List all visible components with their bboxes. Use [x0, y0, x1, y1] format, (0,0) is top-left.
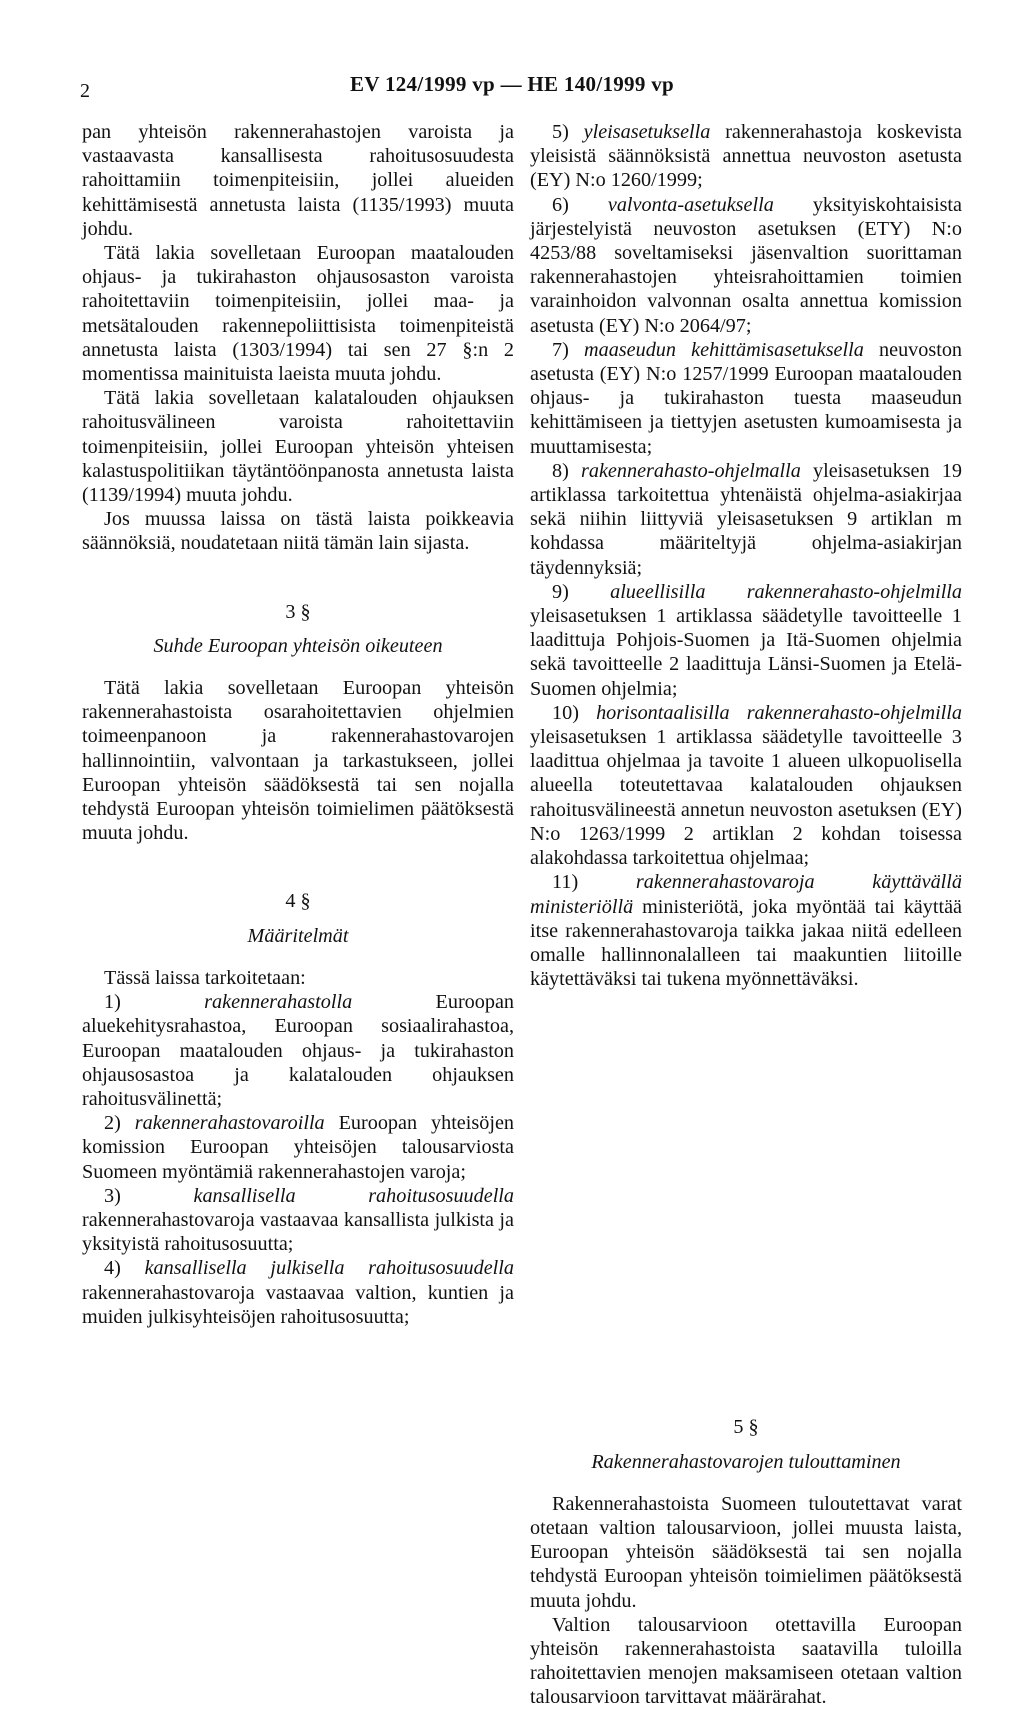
definition-item [82, 1256, 514, 1329]
definition-number: 7) [552, 338, 569, 361]
section-3-number: 3 § [285, 600, 311, 623]
definition-item [82, 1184, 514, 1257]
definition-number: 4) [104, 1257, 121, 1280]
definition-item [530, 120, 962, 193]
definition-number: 10) [552, 701, 579, 724]
definition-term: horisontaalisilla rakennerahasto-ohjelmilla [596, 701, 962, 724]
definition-item [82, 990, 514, 1111]
definition-number: 1) [104, 991, 121, 1014]
definition-term: alueellisilla rakennerahasto-ohjelmilla [610, 580, 963, 603]
definition-text: neuvoston asetusta (EY) N:o 1257/1999 Euroopan maatalouden ohjaus- ja tukirahaston tuesta maaseudun kehittämiseen ja tiettyjen asetusten kumoamisesta ja muuttamisesta; [530, 338, 963, 458]
left-column [82, 120, 514, 1329]
right-column [530, 120, 962, 1710]
definition-term: kansallisella julkisella rahoitusosuudella [144, 1257, 514, 1280]
definition-item [530, 459, 962, 580]
column-gap [530, 991, 962, 1371]
definition-term: rakennerahasto-ohjelmalla [581, 459, 801, 482]
definition-term: valvonta-asetuksella [607, 193, 774, 216]
definition-number: 5) [552, 121, 569, 143]
definition-item [530, 870, 962, 991]
definition-term: maaseudun kehittämisasetuksella [584, 338, 864, 361]
definition-text: rakennerahastoja koskevista yleisistä säännöksistä annettua neuvoston asetusta (EY) N:o 1260/1999; [530, 121, 962, 192]
section-3-title: Suhde Euroopan yhteisön oikeuteen [153, 634, 443, 657]
definition-number: 11) [552, 871, 579, 894]
definition-text: yksityiskohtaisista järjestelyistä neuvoston asetuksen (ETY) N:o 4253/88 soveltamiseksi jäsenvaltion suorittaman rakennerahastojen yhteisrahoittamien toimien varainhoidon valvonnan osalta annettua komission asetusta (EY) N:o 2064/97; [530, 193, 962, 337]
definition-text: rakennerahastovaroja vastaavaa valtion, kuntien ja muiden julkisyhteisöjen rahoitusosuutta; [82, 1281, 514, 1328]
definition-text: rakennerahastovaroja vastaavaa kansallista julkista ja yksityistä rahoitusosuutta; [82, 1208, 514, 1256]
section-4-intro: Tässä laissa tarkoitetaan: [104, 966, 306, 989]
section-5-title: Rakennerahastovarojen tulouttaminen [591, 1450, 901, 1473]
intro-paragraph: Jos muussa laissa on tästä laista poikkeavia säännöksiä, noudatetaan niitä tämän lain sijasta. [82, 508, 514, 555]
definition-term: rakennerahastolla [204, 991, 353, 1014]
definition-item [82, 1111, 514, 1184]
definition-number: 3) [104, 1184, 121, 1207]
definition-number: 8) [552, 459, 569, 482]
running-header: EV 124/1999 vp — HE 140/1999 vp [350, 72, 674, 96]
section-4-number: 4 § [285, 890, 311, 913]
definition-text: yleisasetuksen 19 artiklassa tarkoitettua yhtenäistä ohjelma-asiakirjaa sekä niihin liittyviä yleisasetuksen 9 artiklan m kohdassa määriteltyjä ohjelma-asiakirjan täydennyksiä; [530, 459, 962, 579]
definition-text: yleisasetuksen 1 artiklassa säädetylle tavoitteelle 3 laadittua ohjelmaa ja tavoite 1 alueen ulkopuolisella alueella toteutettavaa kalatalouden ohjauksen rahoitusvälineestä annetun neuvoston asetuksen (EY) N:o 1263/1999 2 artiklan 2 kohdan toisessa alakohdassa tarkoitettua ohjelmaa; [530, 726, 962, 870]
definition-term: rakennerahastovaroilla [134, 1112, 325, 1135]
definition-text: Euroopan yhteisöjen komission Euroopan yhteisöjen talousarviosta Suomeen myöntämiä rakennerahastojen varoja; [82, 1112, 514, 1183]
section-3-paragraph: Tätä lakia sovelletaan Euroopan yhteisön rakennerahastoista osarahoitettavien ohjelmien toimeenpanoon ja rakennerahastovarojen hallinnointiin, valvontaan ja tarkastukseen, jollei Euroopan yhteisön säädöksestä tai sen nojalla tehdystä Euroopan yhteisön toimielimen päätöksestä muuta johdu. [82, 677, 514, 845]
section-5-paragraph: Valtion talousarvioon otettavilla Euroopan yhteisön rakennerahastoista saatavilla tuloilla rahoitettavien menojen maksamiseen otetaan valtion talousarvioon tarvittavat määrärahat. [530, 1613, 962, 1709]
intro-paragraph: Tätä lakia sovelletaan kalatalouden ohjauksen rahoitusvälineen varoista rahoitettaviin toimenpiteisiin, jollei Euroopan yhteisön yhteisen kalastuspolitiikan täytäntöönpanosta annetusta laista (1139/1994) muuta johdu. [82, 387, 514, 507]
definition-item [530, 193, 962, 338]
section-4-title: Määritelmät [247, 924, 349, 947]
definition-text: ministeriötä, joka myöntää tai käyttää itse rakennerahastovaroja taikka jakaa niitä edelleen omalle hallinnonalalleen tai maakuntien liitoille käytettäväksi tai tukena myönnettäväksi. [530, 895, 962, 991]
definition-item [530, 580, 962, 701]
page-number: 2 [80, 80, 90, 102]
definition-term: rakennerahastovaroja käyttävällä ministeriöllä [530, 871, 962, 918]
definition-item [530, 338, 962, 459]
definition-text: Euroopan aluekehitysrahastoa, Euroopan sosiaalirahastoa, Euroopan maatalouden ohjaus- ja tukirahaston ohjausosastoa ja kalatalouden ohjauksen rahoitusvälinettä; [82, 991, 514, 1110]
definition-number: 2) [104, 1112, 121, 1135]
definition-term: kansallisella rahoitusosuudella [193, 1184, 514, 1207]
definition-number: 9) [552, 580, 569, 603]
intro-paragraph: pan yhteisön rakennerahastojen varoista ja vastaavasta kansallisesta rahoitusosuudesta rahoittamiin toimenpiteisiin, jollei alueiden kehittämisestä annetusta laista (1135/1993) muuta johdu. [82, 121, 514, 240]
definition-text: yleisasetuksen 1 artiklassa säädetylle tavoitteelle 1 laadittuja Pohjois-Suomen ja Itä-Suomen ohjelmia sekä tavoitteelle 2 laadittuja Länsi-Suomen ja Etelä-Suomen ohjelmia; [530, 605, 962, 700]
section-5-paragraph: Rakennerahastoista Suomeen tuloutettavat varat otetaan valtion talousarvioon, jollei muusta laista, Euroopan yhteisön säädöksestä tai sen nojalla tehdystä Euroopan yhteisön toimielimen päätöksestä muuta johdu. [530, 1492, 962, 1612]
definition-term: yleisasetuksella [583, 121, 711, 143]
intro-paragraph: Tätä lakia sovelletaan Euroopan maatalouden ohjaus- ja tukirahaston ohjausosaston varoista rahoitettaviin toimenpiteisiin, jollei maa- ja metsätalouden rakennepoliittisista toimenpiteistä annetusta laista (1303/1994) tai sen 27 §:n 2 momentissa mainituista laeista muuta johdu. [82, 242, 514, 386]
section-5-number: 5 § [733, 1416, 759, 1439]
definition-number: 6) [552, 193, 569, 216]
definition-item [530, 701, 962, 870]
